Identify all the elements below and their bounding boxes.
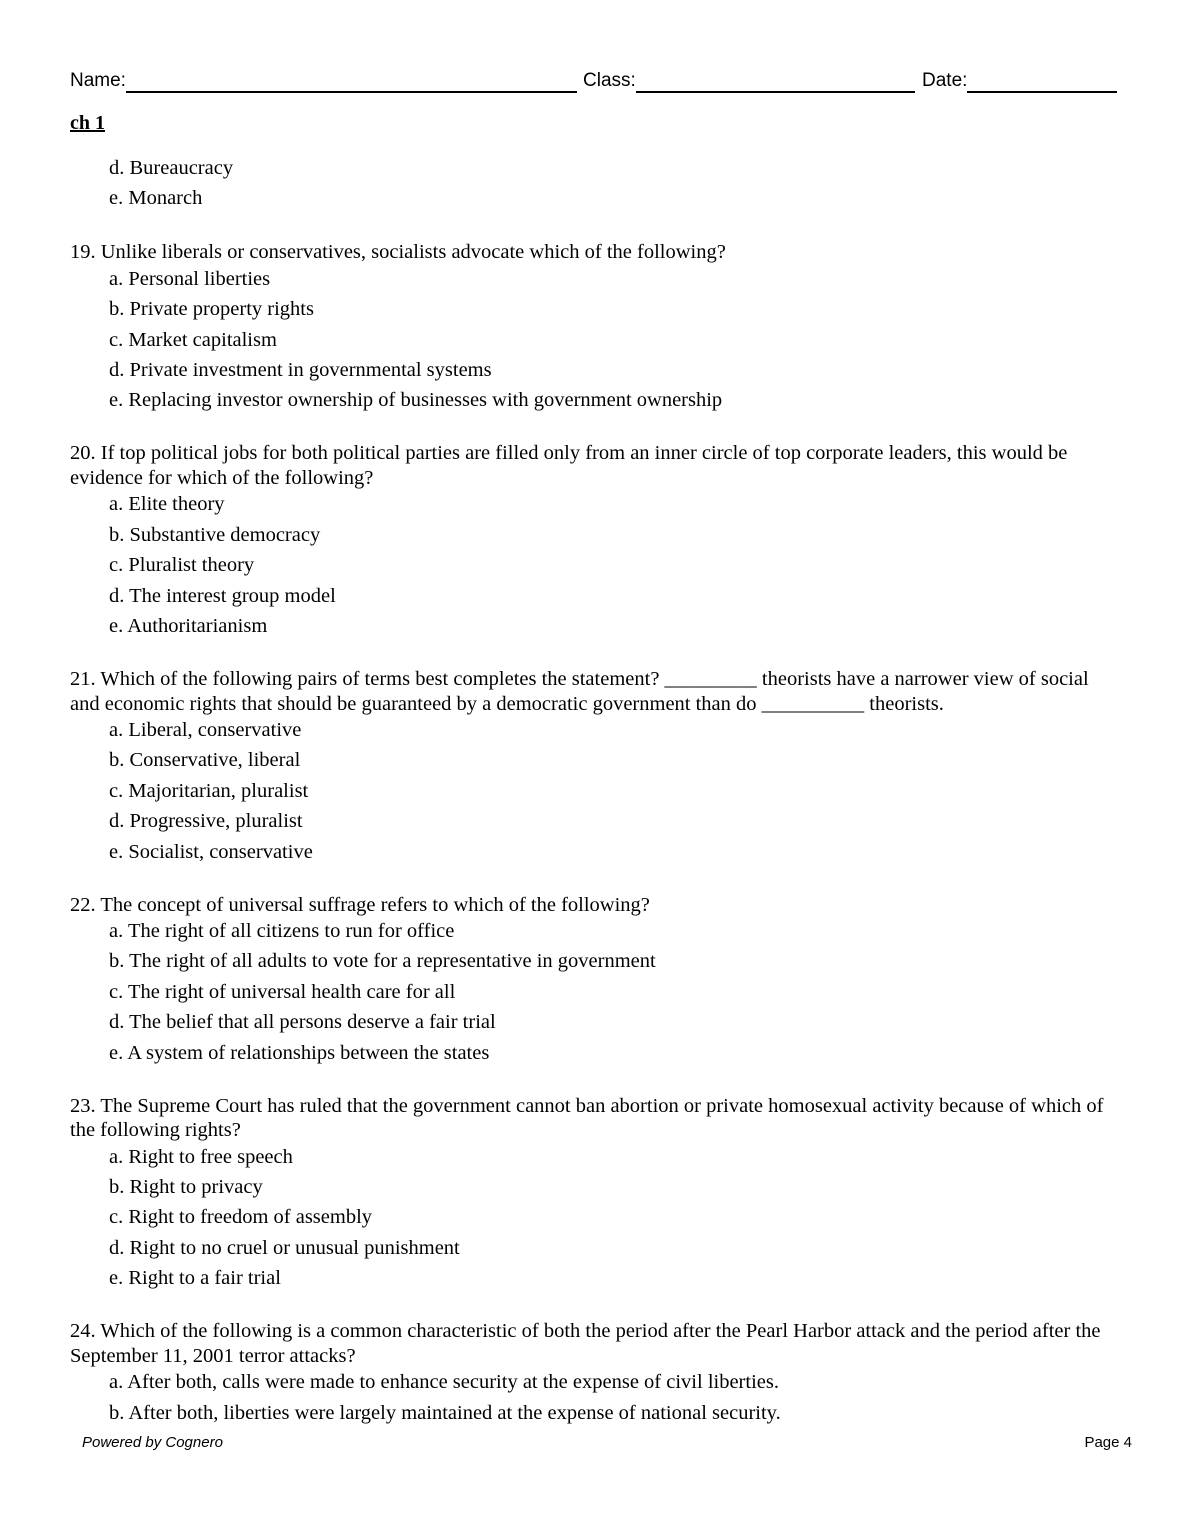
answer-option: d. Private investment in governmental systems (109, 359, 492, 382)
date-label: Date: (922, 70, 968, 91)
class-label: Class: (583, 70, 636, 91)
answer-option: b. Private property rights (109, 298, 314, 321)
answer-option: c. Majoritarian, pluralist (109, 779, 309, 802)
answer-option: e. A system of relationships between the states (109, 1041, 490, 1064)
answer-option: b. Substantive democracy (109, 523, 321, 546)
answer-option: e. Monarch (109, 187, 203, 210)
question-stem: 24. Which of the following is a common characteristic of both the period after the Pearl Harbor attack and the period after the September 11, 2001 terror attacks? (70, 1320, 1101, 1367)
powered-by-text: Powered by Cognero (82, 1434, 223, 1451)
question-stem: 19. Unlike liberals or conservatives, socialists advocate which of the following? (70, 241, 726, 264)
question-20 (70, 441, 1120, 638)
continued-options (70, 156, 1120, 210)
class-field (583, 68, 915, 93)
question-22 (70, 893, 1120, 1065)
class-blank-line (636, 68, 915, 93)
answer-option: c. Market capitalism (109, 328, 277, 351)
answer-option: d. The interest group model (109, 584, 336, 607)
answer-option: b. After both, liberties were largely maintained at the expense of national security. (109, 1401, 781, 1424)
answer-option: e. Authoritarianism (109, 615, 268, 638)
date-blank-line (967, 68, 1117, 93)
answer-option: a. The right of all citizens to run for office (109, 920, 455, 943)
question-19 (70, 240, 1120, 412)
page-number: Page 4 (1084, 1434, 1132, 1451)
question-stem: 21. Which of the following pairs of terms best completes the statement? _________ theorists have a narrower view of social and economic rights that should be guaranteed by a democratic government than do __________ theorists. (70, 668, 1089, 715)
answer-option: d. Progressive, pluralist (109, 810, 303, 833)
answer-option: b. Conservative, liberal (109, 749, 301, 772)
question-stem: 20. If top political jobs for both political parties are filled only from an inner circle of top corporate leaders, this would be evidence for which of the following? (70, 442, 1068, 489)
answer-option: a. Right to free speech (109, 1145, 293, 1168)
question-21 (70, 667, 1120, 864)
name-field (70, 68, 577, 93)
answer-option: a. Personal liberties (109, 267, 271, 290)
section-title: ch 1 (70, 112, 105, 134)
answer-option: c. Pluralist theory (109, 554, 255, 577)
answer-option: b. Right to privacy (109, 1176, 263, 1199)
question-list (70, 156, 1120, 1454)
name-label: Name: (70, 70, 126, 91)
question-stem: 22. The concept of universal suffrage refers to which of the following? (70, 893, 650, 916)
date-field (922, 68, 1117, 93)
answer-option: c. Right to freedom of assembly (109, 1206, 373, 1229)
name-blank-line (126, 68, 577, 93)
answer-option: d. Right to no cruel or unusual punishment (109, 1236, 460, 1259)
answer-option: a. After both, calls were made to enhance security at the expense of civil liberties. (109, 1371, 779, 1394)
answer-option: b. The right of all adults to vote for a representative in government (109, 950, 656, 973)
answer-option: a. Elite theory (109, 493, 225, 516)
question-23 (70, 1094, 1120, 1291)
answer-option: a. Liberal, conservative (109, 719, 302, 742)
answer-option: c. The right of universal health care for all (109, 980, 456, 1003)
answer-option: e. Replacing investor ownership of businesses with government ownership (109, 389, 723, 412)
question-stem: 23. The Supreme Court has ruled that the government cannot ban abortion or private homosexual activity because of which of the following rights? (70, 1094, 1104, 1142)
answer-option: e. Right to a fair trial (109, 1267, 281, 1290)
question-24 (70, 1319, 1120, 1424)
student-info-header (70, 68, 1120, 94)
answer-option: e. Socialist, conservative (109, 840, 313, 863)
answer-option: d. The belief that all persons deserve a fair trial (109, 1011, 496, 1034)
answer-option: d. Bureaucracy (109, 157, 234, 179)
